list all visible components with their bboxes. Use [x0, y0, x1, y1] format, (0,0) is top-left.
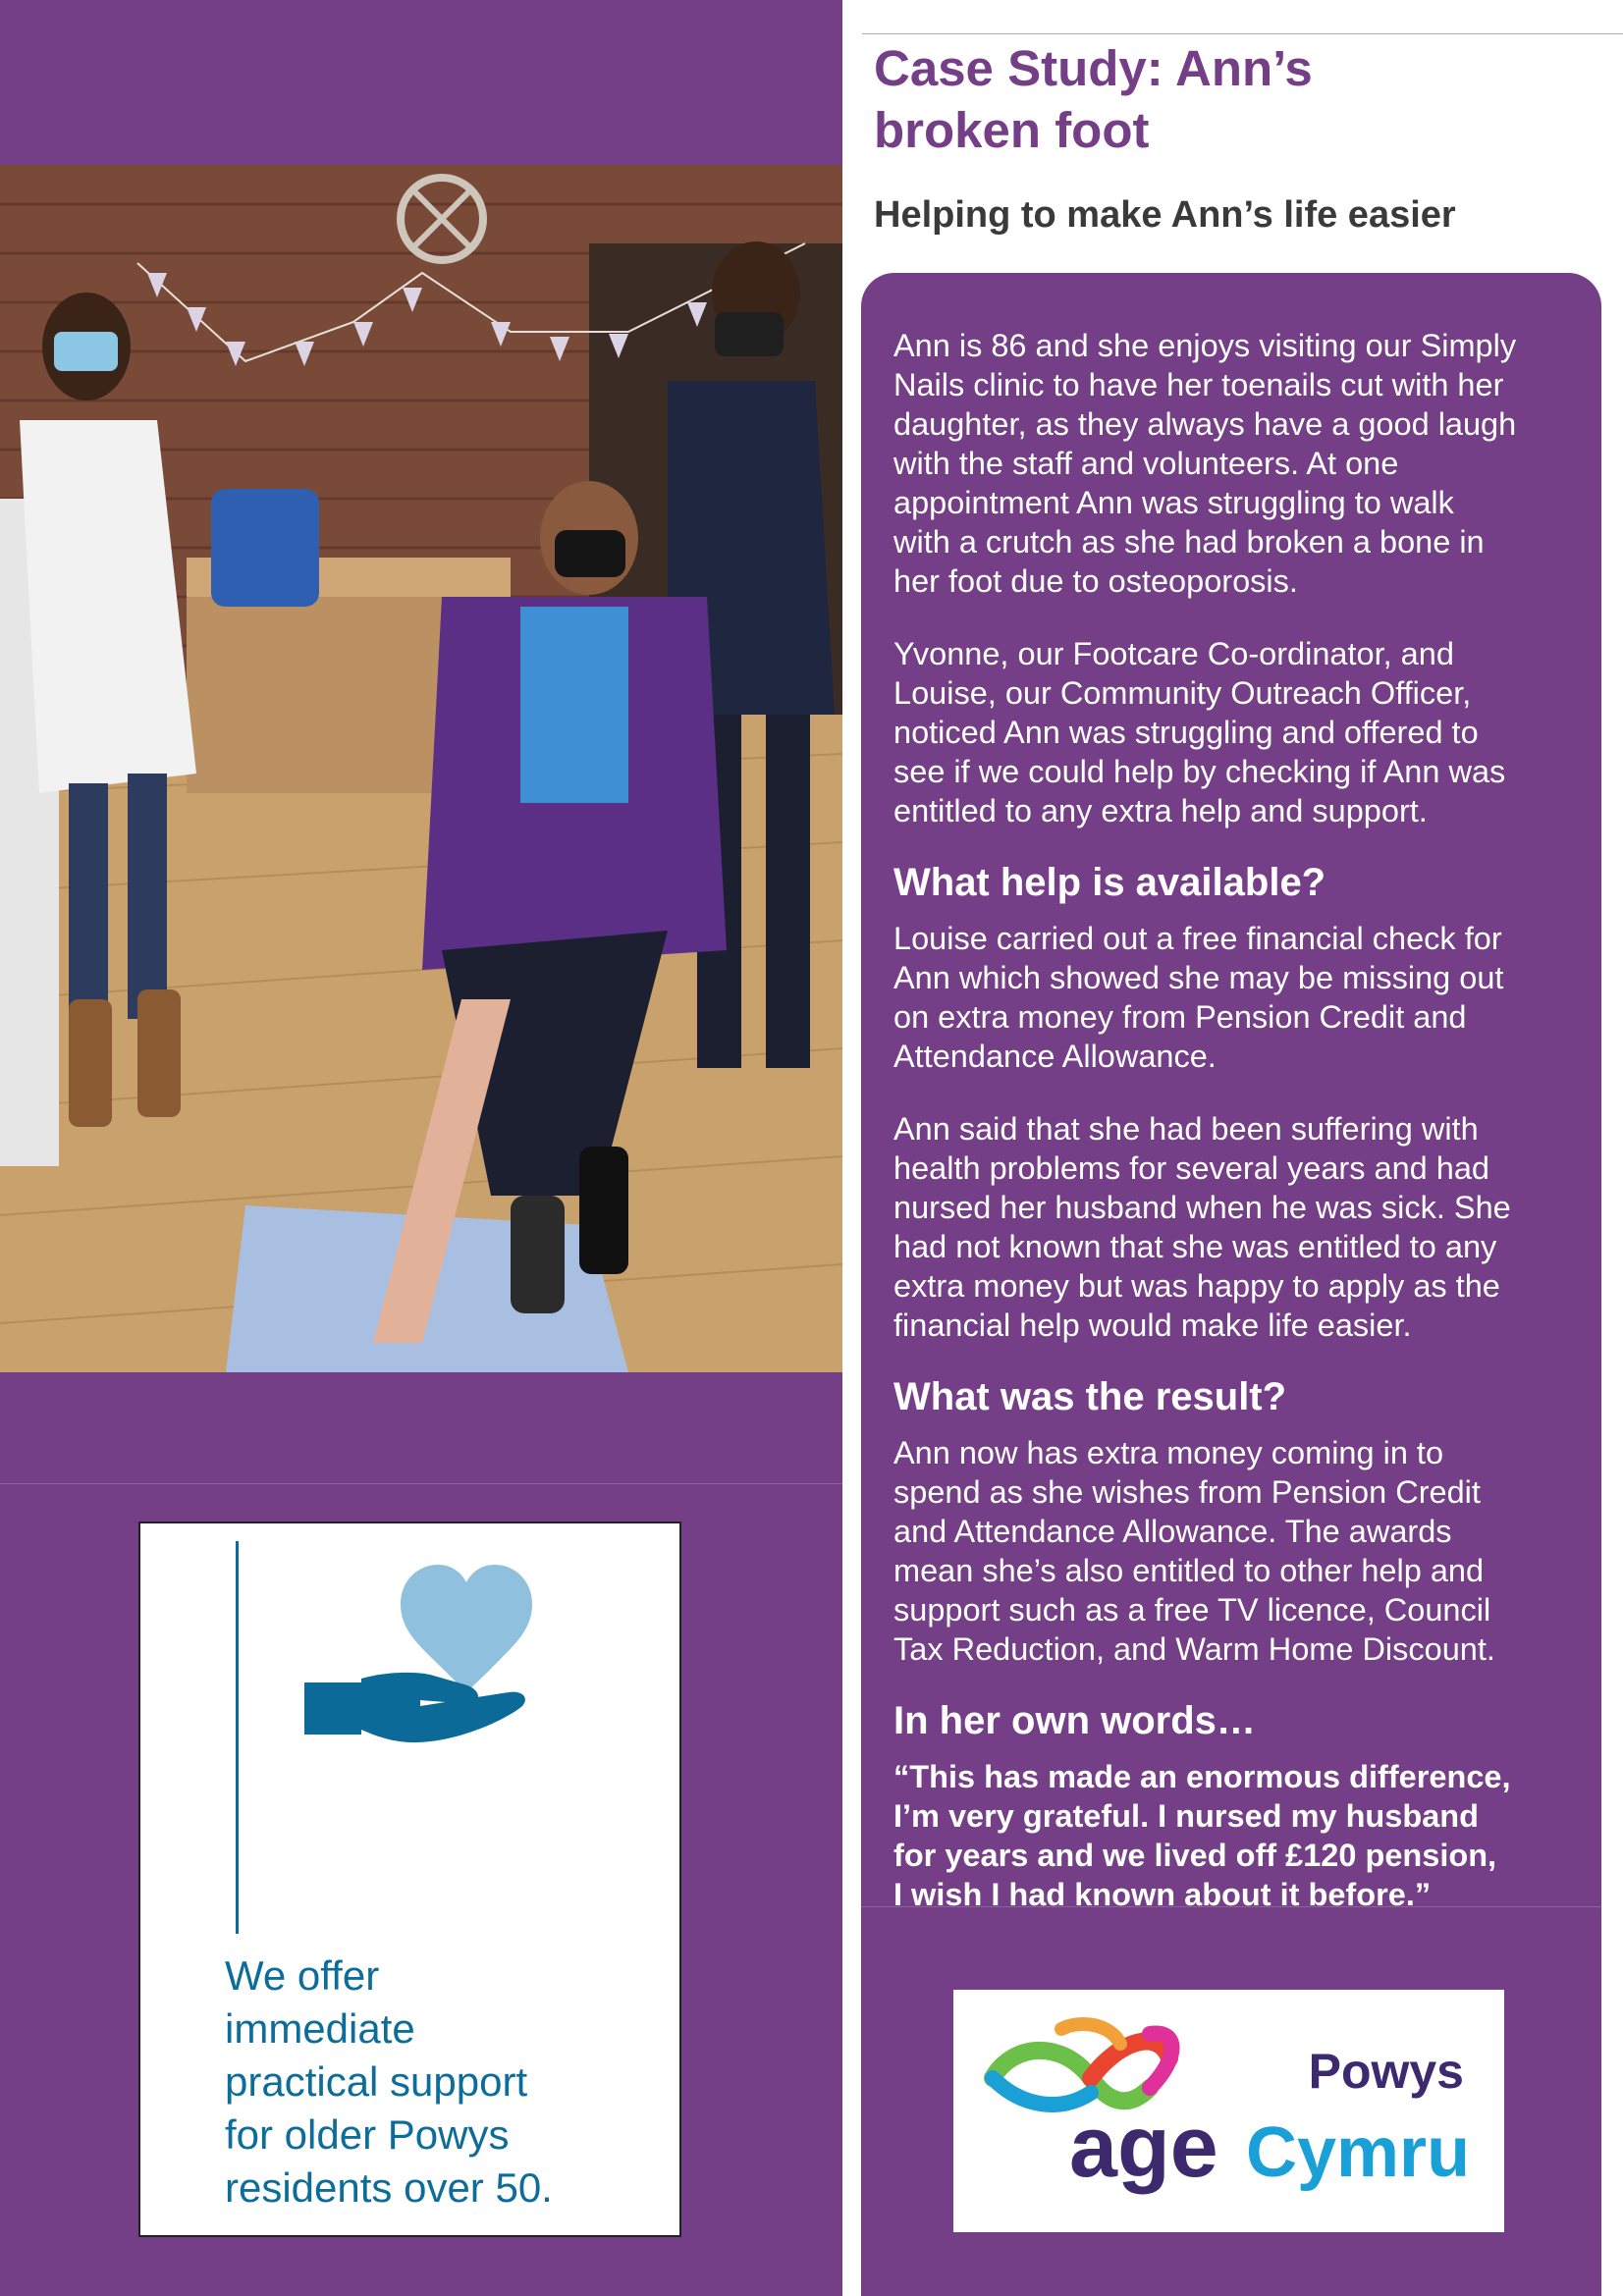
- text-line: Louise carried out a free financial check for: [893, 921, 1502, 956]
- quote-line: I’m very grateful. I nursed my husband: [893, 1798, 1479, 1834]
- text-line: Yvonne, our Footcare Co-ordinator, and: [893, 636, 1454, 671]
- title-line: Case Study: Ann’s: [874, 40, 1313, 96]
- result-paragraph: [893, 1433, 1581, 1669]
- text-line: mean she’s also entitled to other help and: [893, 1553, 1485, 1588]
- text-line: with the staff and volunteers. At one: [893, 446, 1399, 481]
- text-line: Ann which showed she may be missing out: [893, 960, 1504, 995]
- quote-line: I wish I had known about it before.”: [893, 1877, 1432, 1912]
- text-line: spend as she wishes from Pension Credit: [893, 1474, 1481, 1510]
- text-line: on extra money from Pension Credit and: [893, 999, 1467, 1035]
- second-paragraph: [893, 634, 1581, 830]
- text-line: and Attendance Allowance. The awards: [893, 1514, 1452, 1549]
- left-divider: [0, 1483, 842, 1484]
- photo-clinic-scene-icon: [0, 165, 842, 1372]
- help-paragraph-2: [893, 1109, 1581, 1345]
- text-line: Ann now has extra money coming in to: [893, 1435, 1444, 1470]
- section-heading-help: What help is available?: [893, 861, 1326, 904]
- section-heading-own-words: In her own words…: [893, 1699, 1256, 1742]
- text-line: her foot due to osteoporosis.: [893, 563, 1298, 599]
- promo-card: [138, 1522, 681, 2237]
- text-line: Ann is 86 and she enjoys visiting our Simply: [893, 328, 1517, 363]
- text-line: appointment Ann was struggling to walk: [893, 485, 1454, 520]
- text-line: had not known that she was entitled to any: [893, 1229, 1497, 1264]
- quote-line: “This has made an enormous difference,: [893, 1759, 1511, 1794]
- text-line: financial help would make life easier.: [893, 1308, 1412, 1343]
- promo-line: residents over 50.: [225, 2164, 553, 2211]
- promo-line: practical support: [225, 2058, 528, 2105]
- text-line: Attendance Allowance.: [893, 1039, 1217, 1074]
- text-line: noticed Ann was struggling and offered to: [893, 715, 1479, 750]
- text-line: Tax Reduction, and Warm Home Discount.: [893, 1631, 1495, 1667]
- section-heading-result: What was the result?: [893, 1375, 1287, 1418]
- heart-in-hand-icon: [302, 1533, 597, 1769]
- intro-paragraph: [893, 326, 1581, 601]
- logo-age: age: [1069, 2098, 1218, 2195]
- ribbon-mark-icon: [993, 2024, 1172, 2105]
- help-paragraph-1: [893, 919, 1581, 1076]
- text-line: Louise, our Community Outreach Officer,: [893, 675, 1472, 711]
- age-cymru-logo: [953, 1990, 1504, 2232]
- title-line: broken foot: [874, 102, 1150, 158]
- clinic-photo: [0, 165, 842, 1372]
- top-rule: [862, 33, 1623, 34]
- text-line: Nails clinic to have her toenails cut with her: [893, 367, 1504, 402]
- logo-cymru: Cymru: [1246, 2113, 1471, 2192]
- promo-line: for older Powys: [225, 2111, 510, 2158]
- text-line: extra money but was happy to apply as the: [893, 1268, 1500, 1304]
- promo-text: [225, 1949, 647, 2215]
- page-subtitle: Helping to make Ann’s life easier: [874, 194, 1456, 236]
- page-title: [874, 37, 1600, 161]
- text-line: support such as a free TV licence, Council: [893, 1592, 1491, 1628]
- text-line: with a crutch as she had broken a bone in: [893, 524, 1485, 560]
- logo-powys: Powys: [1308, 2044, 1464, 2099]
- text-line: nursed her husband when he was sick. She: [893, 1190, 1511, 1225]
- promo-line: We offer: [225, 1952, 380, 1999]
- story-content: [893, 326, 1581, 1914]
- text-line: health problems for several years and had: [893, 1150, 1490, 1186]
- text-line: entitled to any extra help and support.: [893, 793, 1428, 828]
- promo-vertical-rule: [236, 1541, 239, 1934]
- quote-line: for years and we lived off £120 pension,: [893, 1838, 1497, 1873]
- text-line: daughter, as they always have a good laugh: [893, 406, 1517, 442]
- ann-quote: [893, 1757, 1581, 1914]
- text-line: see if we could help by checking if Ann was: [893, 754, 1506, 789]
- text-line: Ann said that she had been suffering with: [893, 1111, 1479, 1147]
- promo-line: immediate: [225, 2005, 415, 2052]
